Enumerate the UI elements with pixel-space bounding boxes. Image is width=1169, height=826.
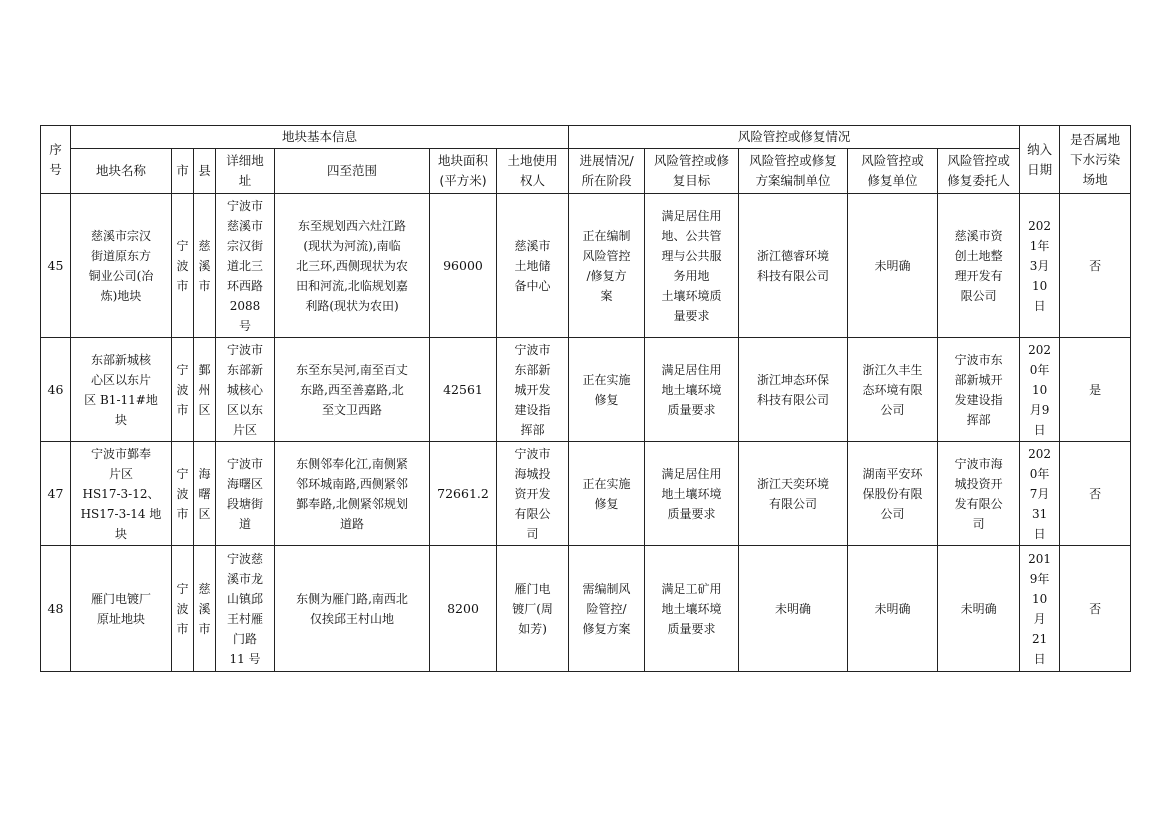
cell-groundwater: 是: [1060, 338, 1131, 442]
table-row: [41, 194, 1131, 338]
cell-seq: 46: [41, 338, 71, 442]
header-area: 地块面积 (平方米): [430, 149, 497, 194]
cell-groundwater: 否: [1060, 546, 1131, 672]
cell-client: 宁波市海 城投资开 发有限公 司: [938, 442, 1020, 546]
cell-area: 72661.2: [430, 442, 497, 546]
cell-seq: 45: [41, 194, 71, 338]
cell-repair-unit: 未明确: [848, 546, 938, 672]
cell-area: 8200: [430, 546, 497, 672]
cell-area: 96000: [430, 194, 497, 338]
cell-land-owner: 慈溪市 土地储 备中心: [497, 194, 569, 338]
cell-site-name: 雁门电镀厂 原址地块: [71, 546, 172, 672]
cell-client: 未明确: [938, 546, 1020, 672]
header-include-date: 纳入 日期: [1020, 126, 1060, 194]
cell-county: 海 曙 区: [194, 442, 216, 546]
cell-target: 满足居住用 地土壤环境 质量要求: [645, 442, 739, 546]
cell-progress: 需编制风 险管控/ 修复方案: [569, 546, 645, 672]
header-repair-unit: 风险管控或 修复单位: [848, 149, 938, 194]
cell-city: 宁 波 市: [172, 546, 194, 672]
header-boundary: 四至范围: [275, 149, 430, 194]
cell-plan-unit: 浙江天奕环境 有限公司: [739, 442, 848, 546]
cell-county: 鄞 州 区: [194, 338, 216, 442]
cell-client: 慈溪市资 创土地整 理开发有 限公司: [938, 194, 1020, 338]
cell-land-owner: 宁波市 东部新 城开发 建设指 挥部: [497, 338, 569, 442]
cell-city: 宁 波 市: [172, 338, 194, 442]
cell-boundary: 东侧邻奉化江,南侧紧 邻环城南路,西侧紧邻 鄞奉路,北侧紧邻规划 道路: [275, 442, 430, 546]
cell-include-date: 201 9年 10 月 21 日: [1020, 546, 1060, 672]
cell-client: 宁波市东 部新城开 发建设指 挥部: [938, 338, 1020, 442]
cell-address: 宁波市 海曙区 段塘街 道: [216, 442, 275, 546]
cell-progress: 正在编制 风险管控 /修复方 案: [569, 194, 645, 338]
cell-repair-unit: 未明确: [848, 194, 938, 338]
header-group-risk-control: 风险管控或修复情况: [569, 126, 1020, 149]
cell-area: 42561: [430, 338, 497, 442]
table-row: [41, 338, 1131, 442]
cell-progress: 正在实施 修复: [569, 338, 645, 442]
cell-land-owner: 雁门电 镀厂(周 如芳): [497, 546, 569, 672]
table-row: [41, 546, 1131, 672]
table-header: [41, 126, 1131, 194]
header-group-basic-info: 地块基本信息: [71, 126, 569, 149]
site-list-table: [40, 125, 1131, 672]
cell-seq: 47: [41, 442, 71, 546]
header-plan-unit: 风险管控或修复 方案编制单位: [739, 149, 848, 194]
cell-city: 宁 波 市: [172, 442, 194, 546]
cell-county: 慈 溪 市: [194, 546, 216, 672]
header-address: 详细地 址: [216, 149, 275, 194]
header-site-name: 地块名称: [71, 149, 172, 194]
cell-repair-unit: 湖南平安环 保股份有限 公司: [848, 442, 938, 546]
cell-groundwater: 否: [1060, 194, 1131, 338]
cell-seq: 48: [41, 546, 71, 672]
cell-address: 宁波市 东部新 城核心 区以东 片区: [216, 338, 275, 442]
cell-include-date: 202 1年 3月 10 日: [1020, 194, 1060, 338]
header-city: 市: [172, 149, 194, 194]
cell-land-owner: 宁波市 海城投 资开发 有限公 司: [497, 442, 569, 546]
header-client: 风险管控或 修复委托人: [938, 149, 1020, 194]
cell-plan-unit: 浙江坤态环保 科技有限公司: [739, 338, 848, 442]
cell-site-name: 宁波市鄞奉 片区 HS17-3-12、 HS17-3-14 地 块: [71, 442, 172, 546]
cell-boundary: 东至规划西六灶江路 (现状为河流),南临 北三环,西侧现状为农 田和河流,北临规划嘉 利路(现状为农田): [275, 194, 430, 338]
header-progress: 进展情况/ 所在阶段: [569, 149, 645, 194]
cell-target: 满足居住用 地土壤环境 质量要求: [645, 338, 739, 442]
cell-city: 宁 波 市: [172, 194, 194, 338]
header-target: 风险管控或修 复目标: [645, 149, 739, 194]
cell-county: 慈 溪 市: [194, 194, 216, 338]
table-row: [41, 442, 1131, 546]
cell-address: 宁波市 慈溪市 宗汉街 道北三 环西路 2088 号: [216, 194, 275, 338]
cell-include-date: 202 0年 10 月9 日: [1020, 338, 1060, 442]
header-seq: 序 号: [41, 126, 71, 194]
cell-site-name: 东部新城核 心区以东片 区 B1-11#地 块: [71, 338, 172, 442]
cell-boundary: 东至东吴河,南至百丈 东路,西至善嘉路,北 至文卫西路: [275, 338, 430, 442]
cell-plan-unit: 未明确: [739, 546, 848, 672]
table-body: [41, 194, 1131, 672]
cell-repair-unit: 浙江久丰生 态环境有限 公司: [848, 338, 938, 442]
header-groundwater: 是否属地 下水污染 场地: [1060, 126, 1131, 194]
cell-progress: 正在实施 修复: [569, 442, 645, 546]
cell-address: 宁波慈 溪市龙 山镇邱 王村雁 门路 11 号: [216, 546, 275, 672]
cell-target: 满足居住用 地、公共管 理与公共服 务用地 土壤环境质 量要求: [645, 194, 739, 338]
cell-boundary: 东侧为雁门路,南西北 仅挨邱王村山地: [275, 546, 430, 672]
cell-target: 满足工矿用 地土壤环境 质量要求: [645, 546, 739, 672]
cell-groundwater: 否: [1060, 442, 1131, 546]
cell-site-name: 慈溪市宗汉 街道原东方 铜业公司(冶 炼)地块: [71, 194, 172, 338]
header-land-owner: 土地使用 权人: [497, 149, 569, 194]
cell-include-date: 202 0年 7月 31 日: [1020, 442, 1060, 546]
cell-plan-unit: 浙江德睿环境 科技有限公司: [739, 194, 848, 338]
header-county: 县: [194, 149, 216, 194]
